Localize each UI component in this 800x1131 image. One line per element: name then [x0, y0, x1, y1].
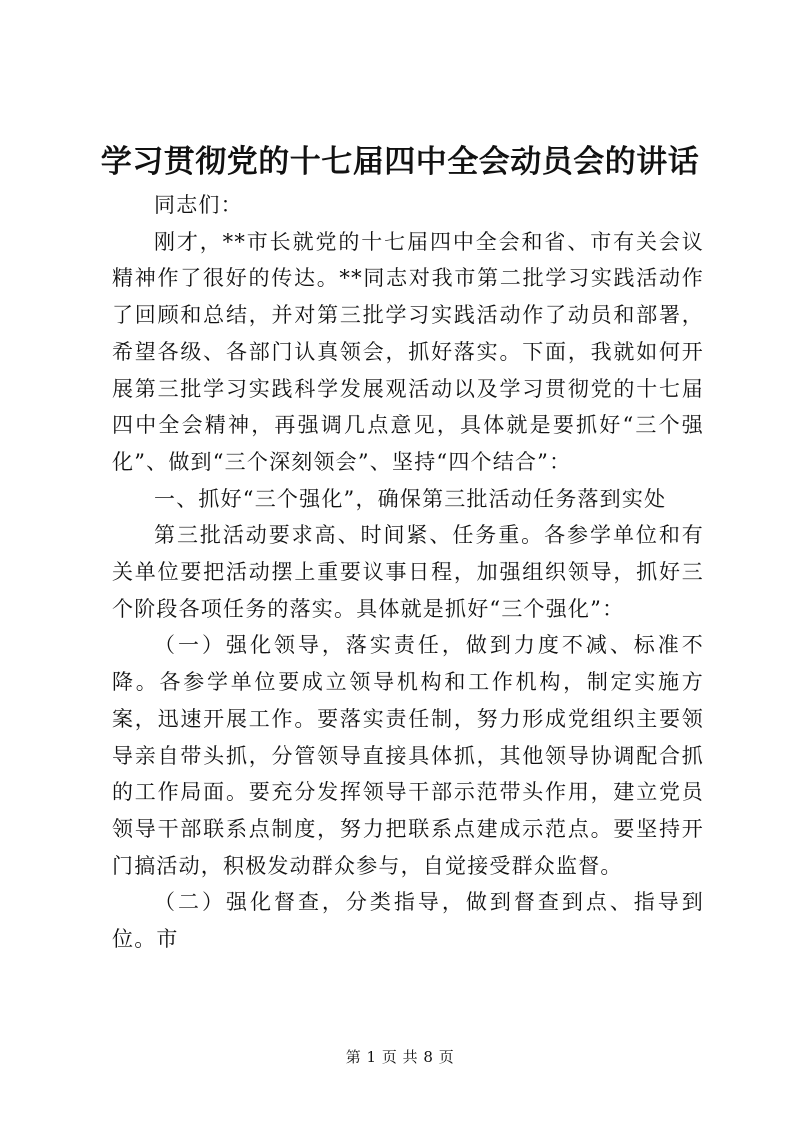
salutation-paragraph: 同志们：: [154, 193, 243, 217]
document-body: [112, 187, 704, 958]
intro-paragraph: 刚才，**市长就党的十七届四中全会和省、市有关会议精神作了很好的传达。**同志对我市第二批学习实践活动作了回顾和总结，并对第三批学习实践活动作了动员和部署，希望各级、各部门认真领会，抓好落实。下面，我就如何开展第三批学习实践科学发展观活动以及学习贯彻党的十七届四中全会精神，再强调几点意见，具体就是要抓好“三个强化”、做到“三个深刻领会”、坚持“四个结合”：: [112, 229, 704, 474]
section-heading-1: 一、抓好“三个强化”，确保第三批活动任务落到实处: [154, 486, 667, 511]
subsection-paragraph-2: （二）强化督查，分类指导，做到督查到点、指导到位。市: [112, 890, 704, 952]
subsection-paragraph-1: （一）强化领导，落实责任，做到力度不减、标准不降。各参学单位要成立领导机构和工作机构，制定实施方案，迅速开展工作。要落实责任制，努力形成党组织主要领导亲自带头抓，分管领导直接具体抓，其他领导协调配合抓的工作局面。要充分发挥领导干部示范带头作用，建立党员领导干部联系点制度，努力把联系点建成示范点。要坚持开门搞活动，积极发动群众参与，自觉接受群众监督。: [112, 633, 704, 878]
document-title: 学习贯彻党的十七届四中全会动员会的讲话: [100, 144, 700, 180]
page-number-footer: 第 1 页 共 8 页: [345, 1048, 455, 1066]
body-paragraph: 第三批活动要求高、时间紧、任务重。各参学单位和有关单位要把活动摆上重要议事日程，加强组织领导，抓好三个阶段各项任务的落实。具体就是抓好“三个强化”：: [112, 523, 704, 621]
